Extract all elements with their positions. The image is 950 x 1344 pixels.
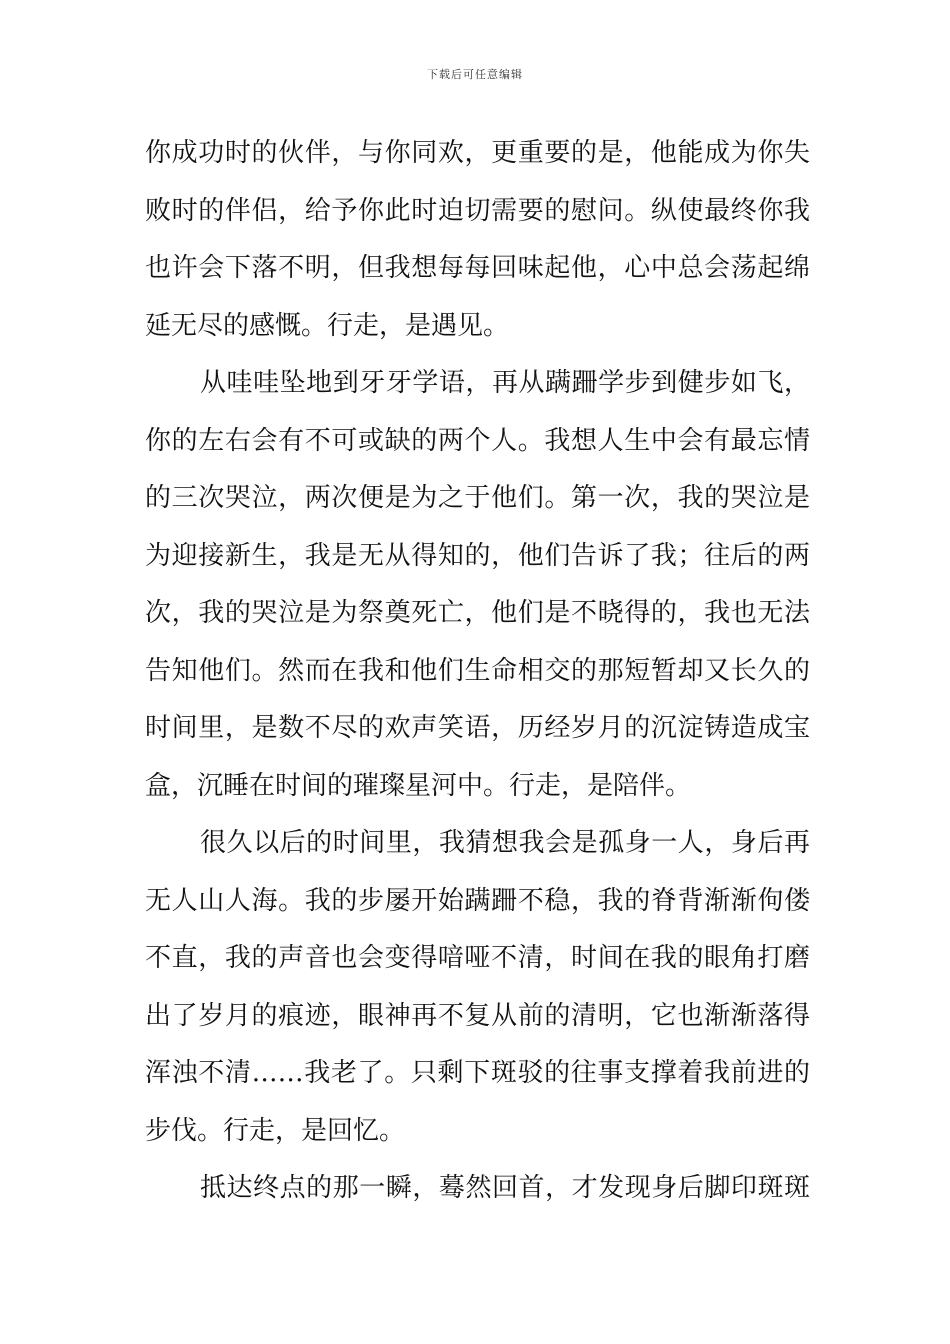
- text-line: 你成功时的伙伴，与你同欢，更重要的是，他能成为你失: [145, 138, 810, 168]
- text-line: 从哇哇坠地到牙牙学语，再从蹒跚学步到健步如飞，: [200, 368, 810, 398]
- text-line: 告知他们。然而在我和他们生命相交的那短暂却又长久的: [145, 655, 810, 686]
- body-text: [145, 125, 810, 1218]
- text-line: 延无尽的感慨。行走，是遇见。: [145, 310, 510, 341]
- text-line: 抵达终点的那一瞬，蓦然回首，才发现身后脚印斑斑: [200, 1173, 810, 1203]
- text-line: 盒，沉睡在时间的璀璨星河中。行走，是陪伴。: [145, 770, 692, 801]
- text-line: 的三次哭泣，两次便是为之于他们。第一次，我的哭泣是: [145, 483, 810, 513]
- text-line: 为迎接新生，我是无从得知的，他们告诉了我；往后的两: [145, 540, 810, 571]
- text-line: 很久以后的时间里，我猜想我会是孤身一人，身后再: [200, 828, 810, 858]
- text-line: 时间里，是数不尽的欢声笑语，历经岁月的沉淀铸造成宝: [145, 713, 810, 743]
- text-line: 也许会下落不明，但我想每每回味起他，心中总会荡起绵: [145, 253, 810, 283]
- header-note: 下载后可任意编辑: [427, 68, 523, 81]
- text-line: 败时的伴侣，给予你此时迫切需要的慰问。纵使最终你我: [145, 195, 810, 226]
- text-line: 次，我的哭泣是为祭奠死亡，他们是不晓得的，我也无法: [145, 598, 810, 628]
- text-line: 无人山人海。我的步屡开始蹒跚不稳，我的脊背渐渐佝偻: [145, 885, 810, 916]
- text-line: 出了岁月的痕迹，眼神再不复从前的清明，它也渐渐落得: [145, 1000, 810, 1031]
- text-line: 浑浊不清……我老了。只剩下斑驳的往事支撑着我前进的: [145, 1058, 810, 1088]
- text-line: 步伐。行走，是回忆。: [145, 1115, 406, 1146]
- text-line: 不直，我的声音也会变得喑哑不清，时间在我的眼角打磨: [145, 943, 810, 973]
- text-line: 你的左右会有不可或缺的两个人。我想人生中会有最忘情: [145, 425, 810, 456]
